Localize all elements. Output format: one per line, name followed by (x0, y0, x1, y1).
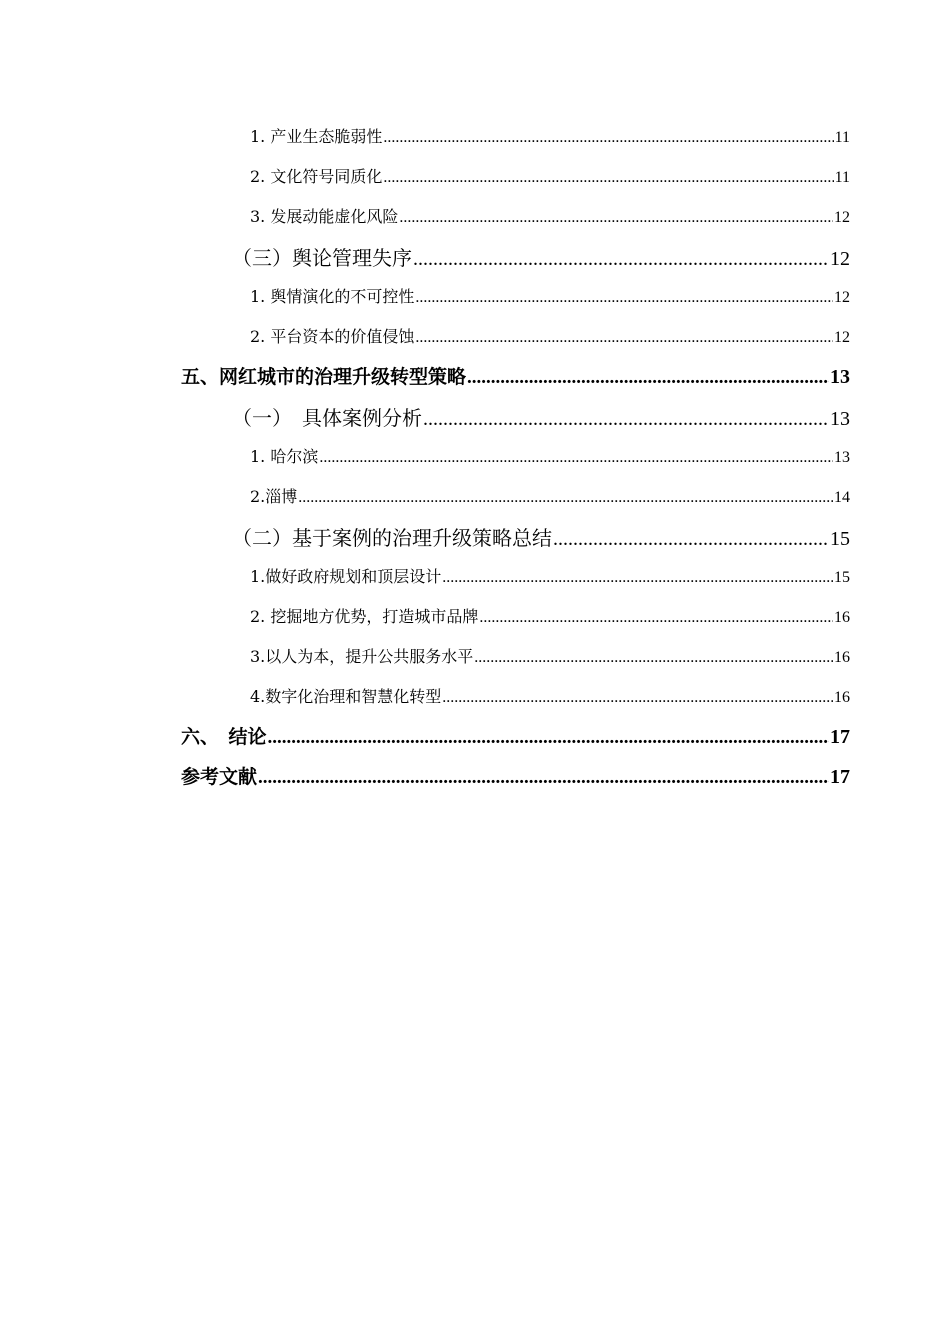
toc-leader-dots (479, 609, 833, 627)
toc-entry-label: （三）舆论管理失序 (232, 246, 412, 270)
toc-entry-page: 16 (834, 689, 850, 706)
toc-leader-dots (383, 129, 833, 147)
toc-entry[interactable] (250, 444, 850, 467)
toc-entry-label: 参考文献 (181, 766, 258, 788)
toc-entry-label: 六、 结论 (181, 726, 267, 748)
toc-entry-label: 2.淄博 (250, 487, 298, 506)
toc-entry-label: 4.数字化治理和智慧化转型 (250, 687, 442, 706)
toc-leader-dots (258, 767, 829, 789)
toc-leader-dots (415, 289, 833, 307)
toc-entry[interactable] (250, 644, 850, 667)
toc-entry[interactable] (232, 242, 850, 271)
toc-leader-dots (383, 169, 833, 187)
toc-leader-dots (415, 329, 833, 347)
toc-entry[interactable] (250, 204, 850, 227)
toc-entry-page: 13 (830, 366, 850, 388)
toc-entry-label: 2. 平台资本的价值侵蚀 (250, 327, 415, 346)
toc-leader-dots (423, 408, 829, 431)
toc-leader-dots (467, 367, 829, 389)
toc-leader-dots (268, 727, 829, 749)
toc-entry[interactable] (232, 402, 850, 431)
toc-leader-dots (442, 689, 833, 707)
toc-entry-page: 12 (834, 209, 850, 226)
toc-entry-label: 1. 产业生态脆弱性 (250, 127, 383, 146)
toc-entry-label: 五、网红城市的治理升级转型策略 (181, 366, 467, 388)
toc-leader-dots (319, 449, 833, 467)
toc-entry-label: 3.以人为本，提升公共服务水平 (250, 647, 474, 666)
toc-leader-dots (474, 649, 833, 667)
toc-entry[interactable] (181, 762, 850, 789)
toc-entry-label: 2. 文化符号同质化 (250, 167, 383, 186)
toc-entry-label: 2. 挖掘地方优势，打造城市品牌 (250, 607, 479, 626)
toc-entry-label: 3. 发展动能虚化风险 (250, 207, 399, 226)
toc-entry-page: 11 (834, 169, 850, 186)
toc-leader-dots (442, 569, 833, 587)
toc-entry-page: 12 (834, 329, 850, 346)
toc-entry[interactable] (250, 284, 850, 307)
toc-entry-page: 14 (834, 489, 850, 506)
toc-entry[interactable] (181, 362, 850, 389)
toc-leader-dots (399, 209, 833, 227)
toc-entry-label: （一） 具体案例分析 (232, 406, 422, 430)
toc-entry-page: 16 (834, 649, 850, 666)
toc-entry-page: 16 (834, 609, 850, 626)
toc-entry-label: 1. 哈尔滨 (250, 447, 319, 466)
toc-leader-dots (413, 248, 829, 271)
toc-entry-page: 11 (834, 129, 850, 146)
toc-entry[interactable] (250, 684, 850, 707)
toc-entry-page: 17 (830, 726, 850, 748)
toc-leader-dots (298, 489, 833, 507)
toc-entry-page: 13 (830, 408, 850, 430)
toc-entry[interactable] (181, 722, 850, 749)
toc-entry[interactable] (250, 564, 850, 587)
toc-entry[interactable] (250, 324, 850, 347)
toc-entry-label: （二）基于案例的治理升级策略总结 (232, 526, 552, 550)
toc-entry-label: 1.做好政府规划和顶层设计 (250, 567, 442, 586)
toc-entry[interactable] (232, 522, 850, 551)
toc-entry[interactable] (250, 484, 850, 507)
toc-entry-page: 15 (834, 569, 850, 586)
toc-entry-page: 15 (830, 528, 850, 550)
toc-leader-dots (553, 528, 829, 551)
toc-entry[interactable] (250, 604, 850, 627)
toc-entry-label: 1. 舆情演化的不可控性 (250, 287, 415, 306)
toc-entry-page: 12 (834, 289, 850, 306)
toc-entry[interactable] (250, 164, 850, 187)
toc-entry-page: 12 (830, 248, 850, 270)
toc-entry-page: 13 (834, 449, 850, 466)
toc-entry-page: 17 (830, 766, 850, 788)
toc-entry[interactable] (250, 124, 850, 147)
